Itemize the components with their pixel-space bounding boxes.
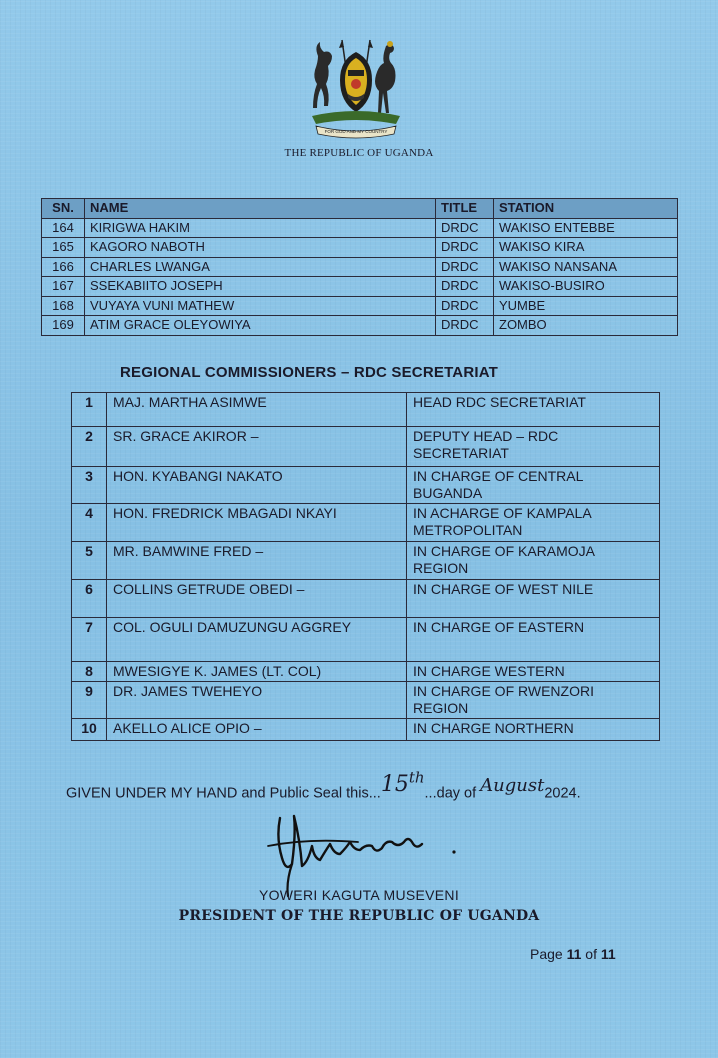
- cell-sn: 9: [72, 682, 107, 719]
- cell-title: DRDC: [436, 316, 494, 336]
- cell-station: WAKISO ENTEBBE: [494, 218, 678, 238]
- handwritten-day: 15th: [380, 769, 425, 798]
- cell-name: HON. FREDRICK MBAGADI NKAYI: [107, 504, 407, 542]
- president-signature: [262, 808, 472, 898]
- table-row: [42, 257, 678, 277]
- cell-sn: 8: [72, 662, 107, 682]
- cell-name: HON. KYABANGI NAKATO: [107, 467, 407, 504]
- table-row: [72, 580, 660, 618]
- given-middle: ...day of: [424, 785, 477, 802]
- cell-name: MWESIGYE K. JAMES (LT. COL): [107, 662, 407, 682]
- table-row: [42, 218, 678, 238]
- cell-name: KAGORO NABOTH: [85, 238, 436, 258]
- cell-role: IN CHARGE OF CENTRAL BUGANDA: [407, 467, 660, 504]
- cell-name: COLLINS GETRUDE OBEDI –: [107, 580, 407, 618]
- cell-sn: 10: [72, 719, 107, 741]
- cell-sn: 3: [72, 467, 107, 504]
- table-row: [72, 467, 660, 504]
- header-name: NAME: [85, 199, 436, 219]
- header-sn: SN.: [42, 199, 85, 219]
- cell-sn: 7: [72, 618, 107, 662]
- cell-station: YUMBE: [494, 296, 678, 316]
- cell-title: DRDC: [436, 277, 494, 297]
- cell-station: WAKISO-BUSIRO: [494, 277, 678, 297]
- page-total: 11: [600, 946, 616, 962]
- table-row: [72, 427, 660, 467]
- cell-name: DR. JAMES TWEHEYO: [107, 682, 407, 719]
- given-year: 2024.: [544, 785, 581, 802]
- cell-role: IN CHARGE NORTHERN: [407, 719, 660, 741]
- cell-role: IN CHARGE OF WEST NILE: [407, 580, 660, 618]
- table-row: [72, 682, 660, 719]
- cell-name: AKELLO ALICE OPIO –: [107, 719, 407, 741]
- cell-sn: 165: [42, 238, 85, 258]
- cell-name: VUYAYA VUNI MATHEW: [85, 296, 436, 316]
- table-header-row: [42, 199, 678, 219]
- cell-sn: 2: [72, 427, 107, 467]
- table-row: [42, 238, 678, 258]
- cell-name: MR. BAMWINE FRED –: [107, 542, 407, 580]
- cell-sn: 169: [42, 316, 85, 336]
- header-station: STATION: [494, 199, 678, 219]
- table-row: [72, 504, 660, 542]
- republic-title: THE REPUBLIC OF UGANDA: [284, 147, 434, 159]
- cell-station: WAKISO NANSANA: [494, 257, 678, 277]
- signatory-name: YOWERI KAGUTA MUSEVENI: [258, 887, 460, 903]
- cell-name: SR. GRACE AKIROR –: [107, 427, 407, 467]
- table-row: [72, 542, 660, 580]
- coat-of-arms: [304, 36, 408, 142]
- cell-role: DEPUTY HEAD – RDC SECRETARIAT: [407, 427, 660, 467]
- table-row: [42, 277, 678, 297]
- section-heading: REGIONAL COMMISSIONERS – RDC SECRETARIAT: [120, 364, 499, 381]
- svg-text:FOR GOD AND MY COUNTRY: FOR GOD AND MY COUNTRY: [324, 129, 388, 134]
- table-row: [72, 393, 660, 427]
- header-title: TITLE: [436, 199, 494, 219]
- table-row: [42, 316, 678, 336]
- given-under-hand-line: [66, 769, 581, 803]
- cell-name: SSEKABIITO JOSEPH: [85, 277, 436, 297]
- cell-role: IN CHARGE WESTERN: [407, 662, 660, 682]
- regional-commissioners-table: [71, 392, 660, 741]
- cell-title: DRDC: [436, 218, 494, 238]
- cell-title: DRDC: [436, 238, 494, 258]
- table-row: [72, 719, 660, 741]
- cell-name: CHARLES LWANGA: [85, 257, 436, 277]
- cell-role: IN CHARGE OF KARAMOJA REGION: [407, 542, 660, 580]
- table-row: [42, 296, 678, 316]
- page-number: Page 11 of 11: [530, 946, 616, 962]
- cell-sn: 5: [72, 542, 107, 580]
- handwritten-month: August: [480, 775, 545, 797]
- cell-name: KIRIGWA HAKIM: [85, 218, 436, 238]
- cell-sn: 167: [42, 277, 85, 297]
- table-row: [72, 662, 660, 682]
- cell-sn: 166: [42, 257, 85, 277]
- cell-sn: 168: [42, 296, 85, 316]
- cell-role: HEAD RDC SECRETARIAT: [407, 393, 660, 427]
- cell-name: MAJ. MARTHA ASIMWE: [107, 393, 407, 427]
- cell-sn: 1: [72, 393, 107, 427]
- given-dots: ...: [368, 785, 381, 802]
- cell-station: WAKISO KIRA: [494, 238, 678, 258]
- cell-role: IN CHARGE OF EASTERN: [407, 618, 660, 662]
- cell-name: ATIM GRACE OLEYOWIYA: [85, 316, 436, 336]
- drdc-table: [41, 198, 678, 336]
- cell-sn: 164: [42, 218, 85, 238]
- cell-name: COL. OGULI DAMUZUNGU AGGREY: [107, 618, 407, 662]
- cell-station: ZOMBO: [494, 316, 678, 336]
- cell-role: IN CHARGE OF RWENZORI REGION: [407, 682, 660, 719]
- cell-sn: 4: [72, 504, 107, 542]
- cell-sn: 6: [72, 580, 107, 618]
- given-prefix: GIVEN UNDER MY HAND and Public Seal this: [66, 785, 369, 802]
- page-current: 11: [566, 946, 582, 962]
- cell-role: IN ACHARGE OF KAMPALA METROPOLITAN: [407, 504, 660, 542]
- table-row: [72, 618, 660, 662]
- signatory-title: PRESIDENT OF THE REPUBLIC OF UGANDA: [178, 908, 540, 924]
- cell-title: DRDC: [436, 257, 494, 277]
- cell-title: DRDC: [436, 296, 494, 316]
